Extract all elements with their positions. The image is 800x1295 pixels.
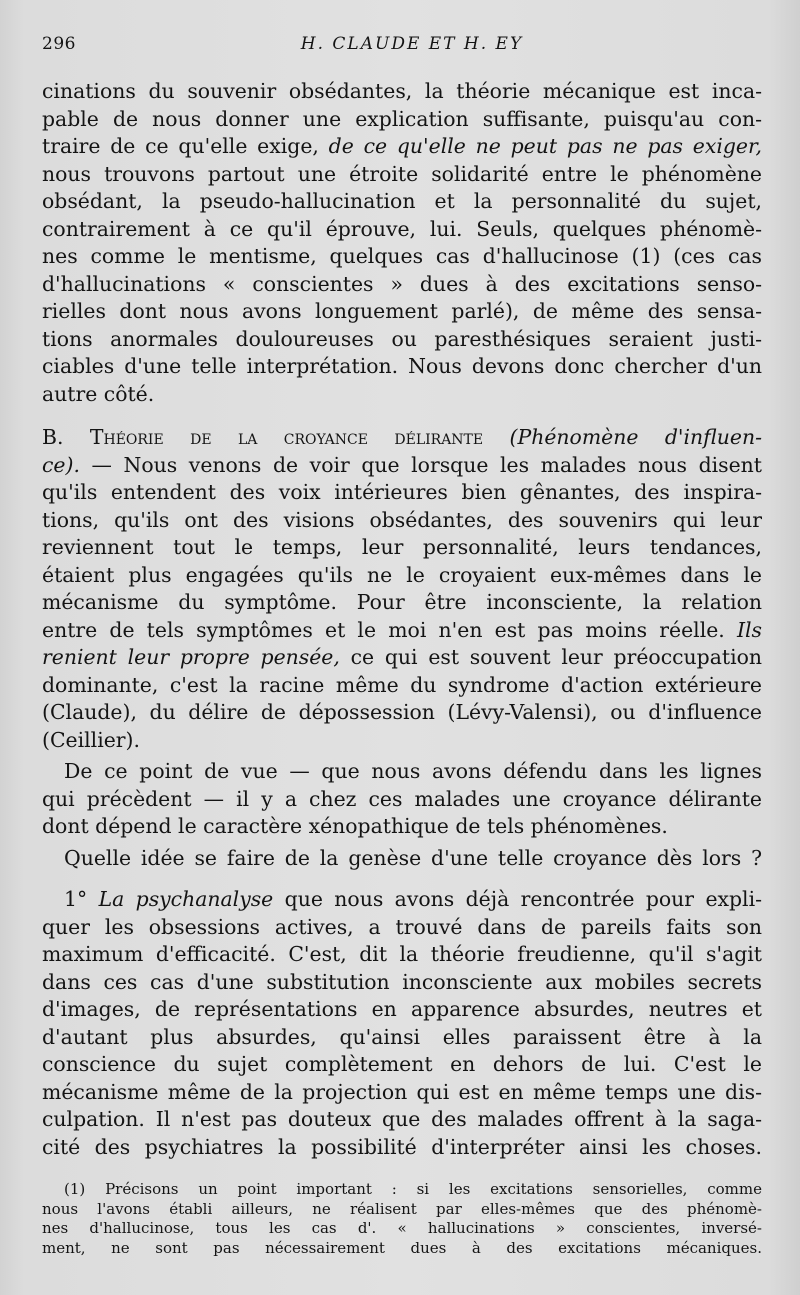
text-line bbox=[42, 424, 762, 452]
italic-emphasis: La psychanalyse bbox=[98, 887, 274, 911]
italic-emphasis: Ils bbox=[736, 617, 762, 642]
text-line: qu'ils entendent des voix intérieures bien gênantes, des inspira- bbox=[42, 480, 762, 504]
text-line: reviennent tout le temps, leur personnalité, leurs tendances, bbox=[42, 535, 762, 559]
italic-emphasis: renient leur propre pensée, bbox=[42, 645, 340, 669]
text-line: dominante, c'est la racine même du syndrome d'action extérieure bbox=[42, 672, 762, 697]
text-line: mécanisme même de la projection qui est en même temps une dis- bbox=[42, 1079, 762, 1104]
text-line: pable de nous donner une explication suffisante, puisqu'au con- bbox=[42, 106, 762, 131]
text-span: traire de ce qu'elle exige, bbox=[42, 134, 319, 158]
text-line bbox=[42, 133, 762, 161]
text-line: quer les obsessions actives, a trouvé dans de pareils faits son bbox=[42, 914, 762, 939]
running-head bbox=[42, 34, 782, 58]
text-line: cinations du souvenir obsédantes, la théorie mécanique est inca- bbox=[42, 79, 762, 103]
text-line: cité des psychiatres la possibilité d'interpréter ainsi les choses. bbox=[42, 1134, 762, 1159]
paragraph-point-of-view bbox=[42, 758, 762, 841]
text-line: tions anormales douloureuses ou paresthésiques seraient justi- bbox=[42, 326, 762, 351]
text-line bbox=[42, 617, 762, 645]
text-line: rielles dont nous avons longuement parlé), de même des sensa- bbox=[42, 299, 762, 323]
text-line: nous trouvons partout une étroite solidarité entre le phénomène bbox=[42, 161, 762, 186]
text-span: que nous avons déjà rencontrée pour expli- bbox=[284, 887, 762, 911]
text-line: d'autant plus absurdes, qu'ainsi elles paraissent être à la bbox=[42, 1024, 762, 1049]
footnote-line: nes d'hallucinose, tous les cas d'. « hallucinations » conscientes, inversé- bbox=[42, 1219, 762, 1237]
text-line: conscience du sujet complètement en dehors de lui. C'est le bbox=[42, 1052, 762, 1076]
text-line: nes comme le mentisme, quelques cas d'hallucinose (1) (ces cas bbox=[42, 244, 762, 268]
text-line: d'images, de représentations en apparence absurdes, neutres et bbox=[42, 997, 762, 1021]
page-number: 296 bbox=[42, 34, 76, 54]
italic-emphasis: de ce qu'elle ne peut pas ne pas exiger, bbox=[328, 134, 762, 158]
footnote-line: (1) Précisons un point important : si les excitations sensorielles, comme bbox=[64, 1180, 762, 1198]
text-line: dont dépend le caractère xénopathique de tels phénomènes. bbox=[42, 814, 668, 838]
text-line: mécanisme du symptôme. Pour être inconsciente, la relation bbox=[42, 590, 762, 614]
text-line: De ce point de vue — que nous avons défendu dans les lignes bbox=[64, 759, 762, 783]
text-span: — Nous venons de voir que lorsque les malades nous disent bbox=[91, 452, 762, 477]
footnote bbox=[42, 1180, 762, 1258]
text-span: ce qui est souvent leur préoccupation bbox=[350, 645, 763, 669]
text-line bbox=[42, 452, 762, 480]
text-line: autre côté. bbox=[42, 381, 155, 406]
text-line: obsédant, la pseudo-hallucination et la personnalité du sujet, bbox=[42, 189, 762, 213]
running-title: H. CLAUDE ET H. EY bbox=[300, 34, 524, 54]
text-line: dans ces cas d'une substitution inconsciente aux mobiles secrets bbox=[42, 969, 762, 994]
section-heading: B. Théorie de la croyance délirante bbox=[42, 425, 484, 449]
paragraph-psychoanalysis bbox=[42, 886, 762, 1161]
text-line: (Claude), du délire de dépossession (Lévy-Valensi), ou d'influence bbox=[42, 700, 762, 724]
text-line: tions, qu'ils ont des visions obsédantes, des souvenirs qui leur bbox=[42, 507, 762, 532]
text-line: contrairement à ce qu'il éprouve, lui. Seuls, quelques phénomè- bbox=[42, 216, 762, 241]
list-number: 1° bbox=[64, 887, 88, 911]
text-line: étaient plus engagées qu'ils ne le croyaient eux-mêmes dans le bbox=[42, 562, 762, 587]
text-line bbox=[42, 644, 762, 672]
section-b bbox=[42, 424, 762, 754]
footnote-line: nous l'avons établi ailleurs, ne réalisent par elles-mêmes que des phénomè- bbox=[42, 1199, 762, 1218]
text-line: Quelle idée se faire de la genèse d'une telle croyance dès lors ? bbox=[64, 845, 762, 870]
footnote-line: ment, ne sont pas nécessairement dues à des excitations mécaniques. bbox=[42, 1238, 762, 1257]
text-line: ciables d'une telle interprétation. Nous devons donc chercher d'un bbox=[42, 354, 762, 378]
text-line bbox=[42, 886, 762, 914]
section-subtitle: (Phénomène d'influen- bbox=[509, 425, 762, 449]
text-line: culpation. Il n'est pas douteux que des malades offrent à la saga- bbox=[42, 1107, 762, 1131]
text-line: d'hallucinations « conscientes » dues à des excitations senso- bbox=[42, 271, 762, 296]
main-text bbox=[42, 78, 762, 1161]
text-line: (Ceillier). bbox=[42, 727, 140, 752]
paragraph-mechanical-theory bbox=[42, 78, 762, 408]
section-subtitle-end: ce). bbox=[42, 452, 80, 477]
paragraph-question bbox=[42, 845, 762, 873]
text-span: entre de tels symptômes et le moi n'en est pas moins réelle. bbox=[42, 617, 725, 642]
text-line: maximum d'efficacité. C'est, dit la théorie freudienne, qu'il s'agit bbox=[42, 942, 762, 966]
text-line: qui précèdent — il y a chez ces malades une croyance délirante bbox=[42, 786, 762, 811]
